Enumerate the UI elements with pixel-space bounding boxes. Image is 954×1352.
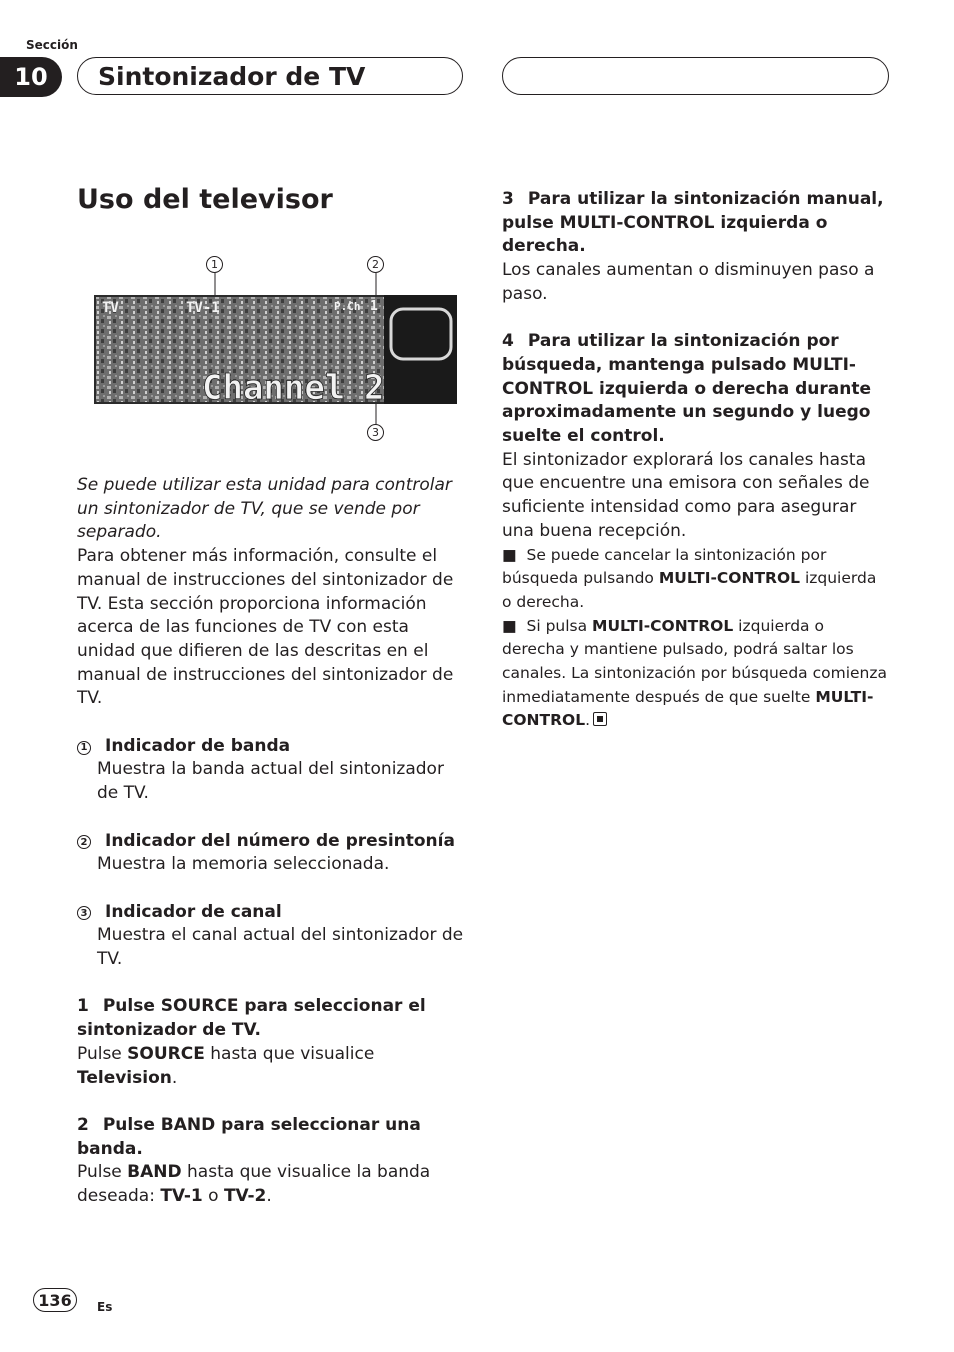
item-3-title: 3 Indicador de canal [77,901,465,925]
step-1-body: Pulse SOURCE hasta que visualice Television. [77,1043,375,1088]
lcd-band-indicator: TV-1 [186,300,220,316]
note-1: ■ Se puede cancelar la sintonización por búsqueda pulsando MULTI-CONTROL izquierda o derecha. [502,545,877,611]
step-4-body: El sintonizador explorará los canales hasta que encuentre una emisora con señales de suficiente intensidad como para asegurar una buena recepción. [502,449,870,541]
end-of-section-icon [593,712,607,726]
lcd-preset-number: 1 [370,299,378,314]
right-column [502,188,890,733]
item-1-desc: Muestra la banda actual del sintonizador de TV. [97,759,444,804]
intro-body: Para obtener más información, consulte el manual de instrucciones del sintonizador de TV. Esta sección proporciona información acerca de las funciones de TV con esta unidad que difieren de las descritas en el manual de instrucciones del sintonizador de TV. [77,546,454,709]
note-bullet-icon: ■ [502,616,527,635]
left-column [77,474,465,1209]
callout-2: 2 [367,256,384,273]
step-4-heading: 4 Para utilizar la sintonización por búsqueda, mantenga pulsado MULTI-CONTROL izquierda o derecha durante aproximadamente un segundo y luego suelte el control. [502,331,872,447]
lcd-channel-number: 2 [364,368,385,404]
step-2-heading: 2 Pulse BAND para seleccionar una banda. [77,1114,421,1159]
step-1-heading: 1 Pulse SOURCE para seleccionar el sintonizador de TV. [77,996,426,1041]
page-number: 136 [33,1288,77,1312]
item-3-circled-number: 3 [77,906,91,920]
callout-3: 3 [367,424,384,441]
note-bullet-icon: ■ [502,545,527,564]
section-label: Sección [26,38,78,52]
item-2-circled-number: 2 [77,835,91,849]
language-code: Es [97,1300,113,1314]
step-3-heading: 3 Para utilizar la sintonización manual, pulse MULTI-CONTROL izquierda o derecha. [502,189,884,257]
callout-1: 1 [206,256,223,273]
section-number-badge: 10 [0,57,62,97]
lcd-tv-symbol: TV [102,300,119,316]
step-3-body: Los canales aumentan o disminuyen paso a paso. [502,260,875,304]
item-2-desc: Muestra la memoria seleccionada. [97,854,390,875]
lcd-channel-text: Channel [202,368,346,404]
tv-tuner-display [94,295,457,404]
item-2-title: 2 Indicador del número de presintonía [77,830,465,854]
lcd-pch-label: P.Ch [334,300,361,313]
item-3-desc: Muestra el canal actual del sintonizador de TV. [97,925,464,970]
item-1-title: 1 Indicador de banda [77,735,465,759]
page-title: Uso del televisor [77,184,333,215]
note-2: ■ Si pulsa MULTI-CONTROL izquierda o derecha y mantiene pulsado, podrá saltar los canales. La sintonización por búsqueda comienza inmediatamente después de que suelte MULTI-CONTROL. [502,616,887,730]
item-1-circled-number: 1 [77,741,91,755]
section-title-text: Sintonizador de TV [98,61,366,91]
step-2-body: Pulse BAND hasta que visualice la banda deseada: TV-1 o TV-2. [77,1162,431,1207]
intro-italic: Se puede utilizar esta unidad para controlar un sintonizador de TV, que se vende por separado. [77,475,452,543]
